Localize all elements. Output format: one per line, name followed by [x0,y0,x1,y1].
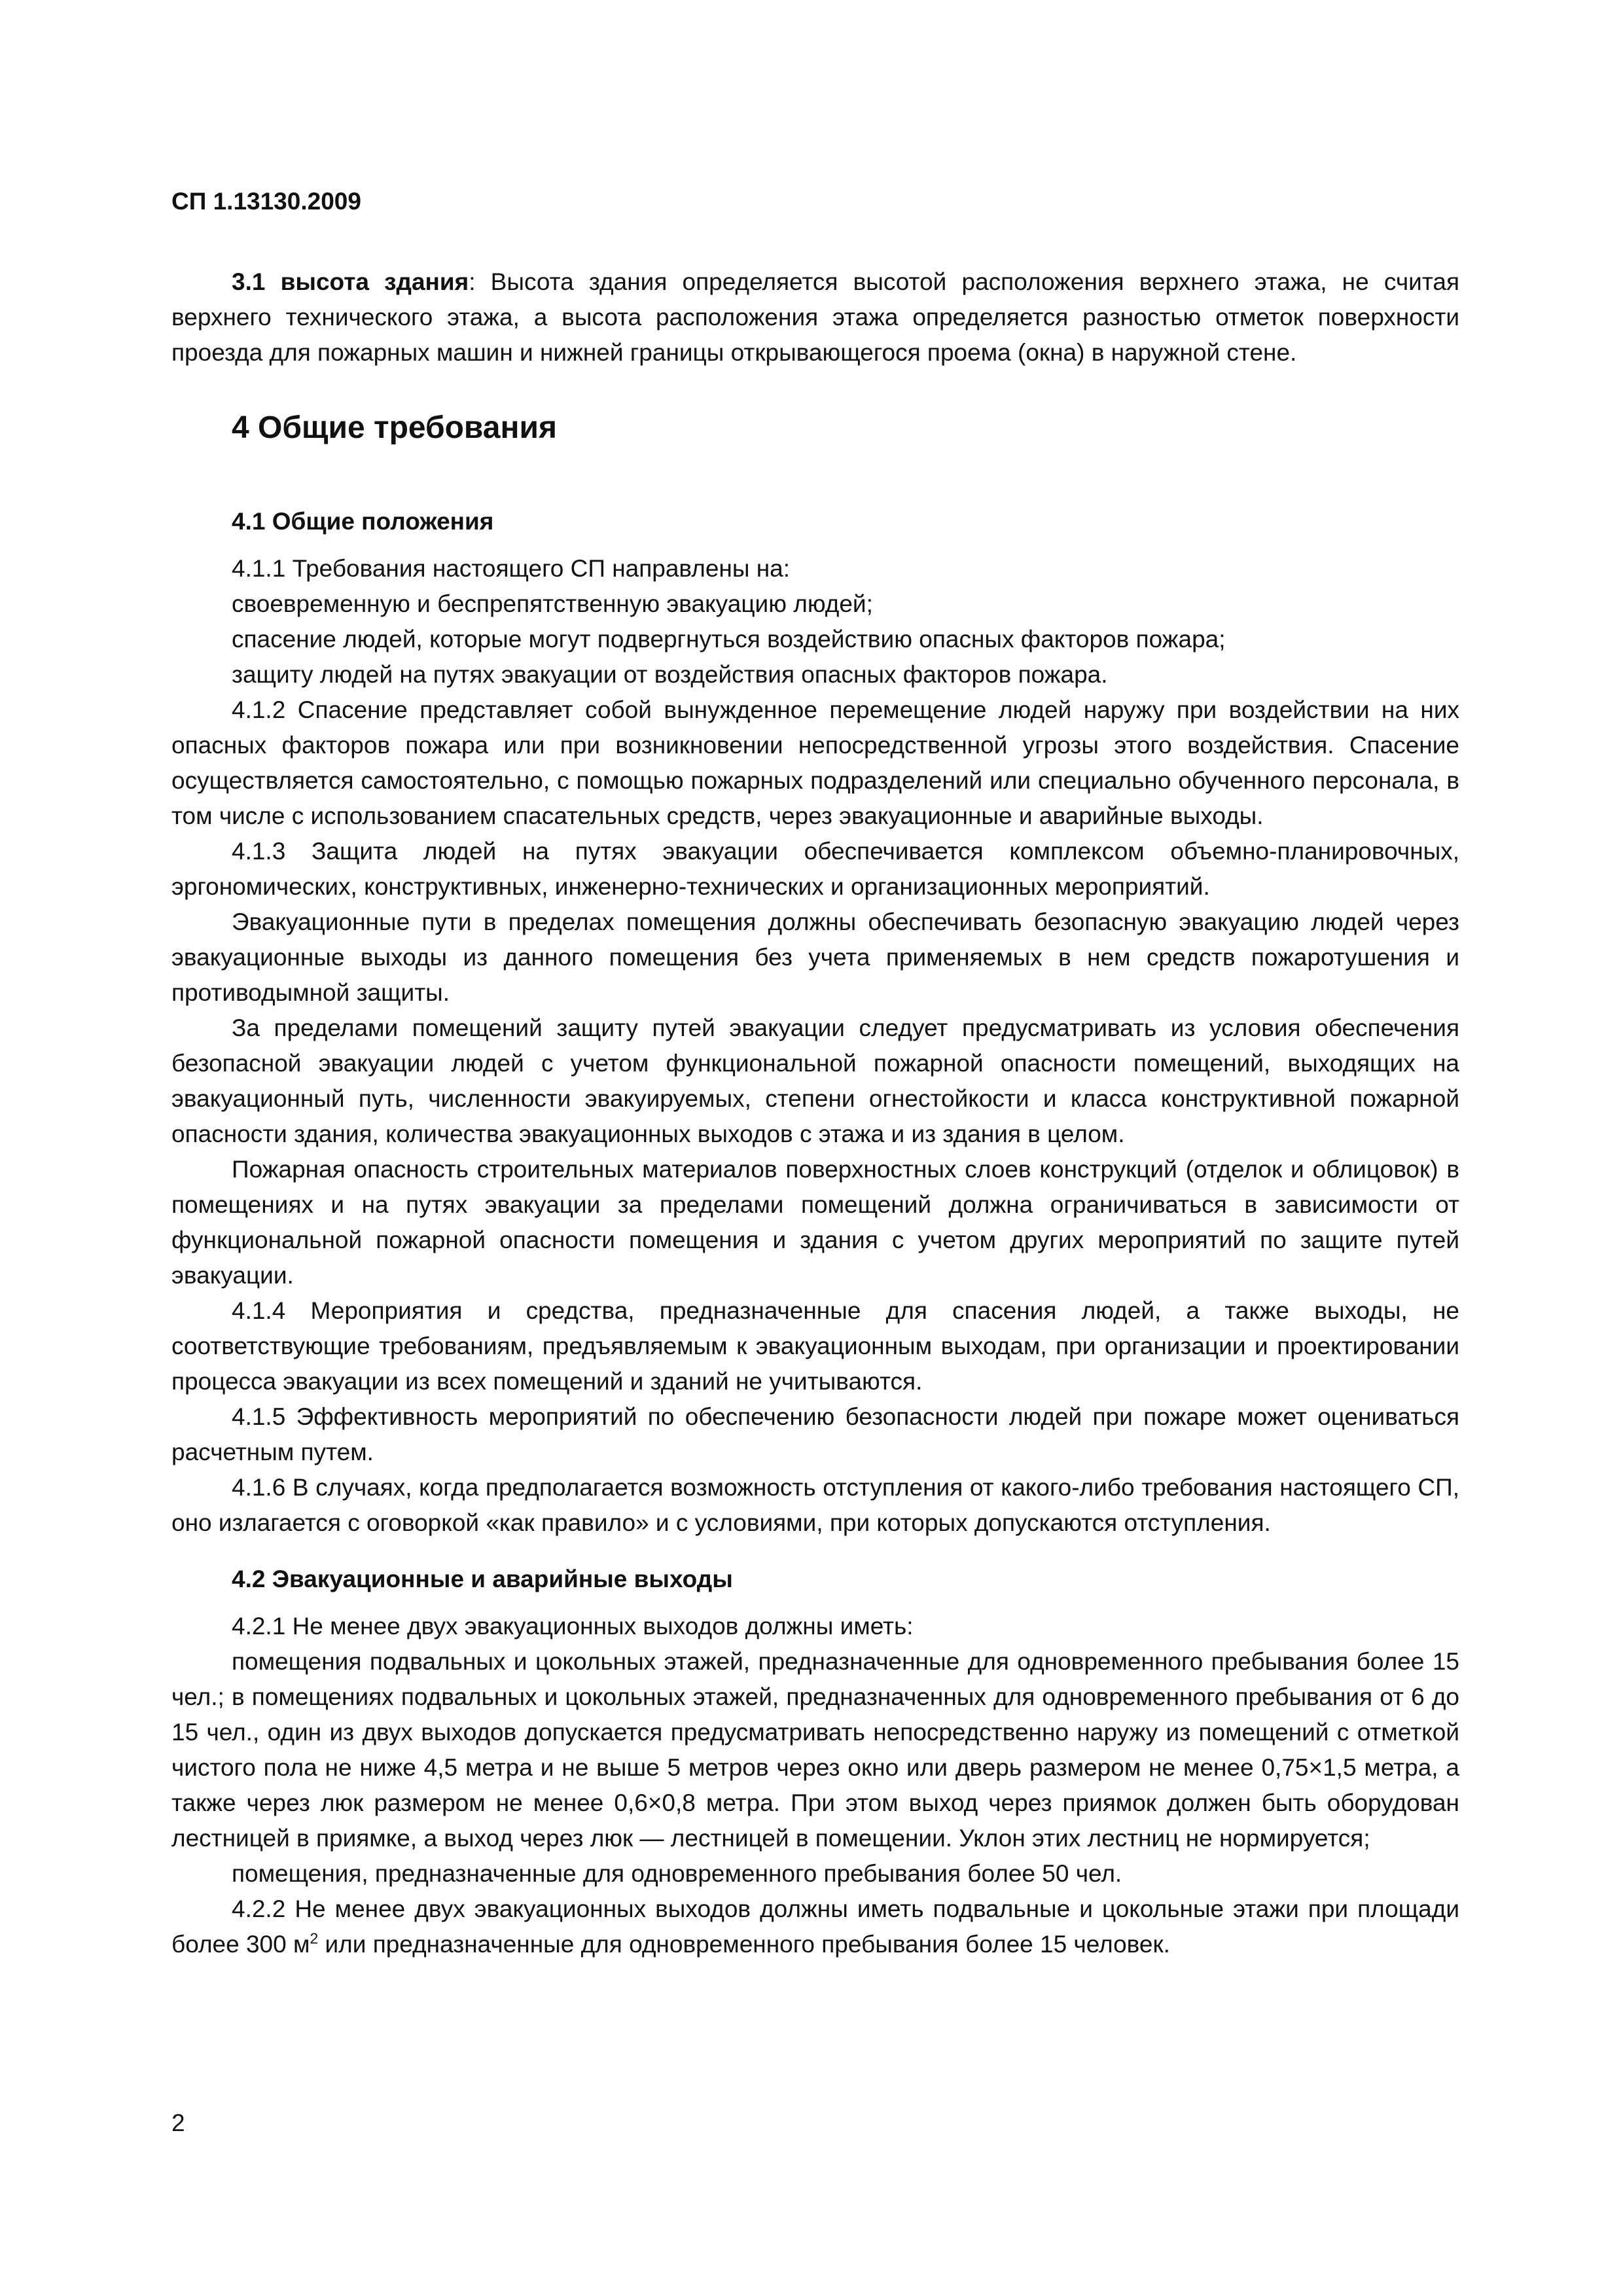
paragraph-4-2-2 [171,1892,1459,1962]
paragraph-4-1-4: 4.1.4 Мероприятия и средства, предназначенные для спасения людей, а также выходы, не соответствующие требованиям, предъявляемым к эвакуационным выходам, при организации и проектировании процесса эвакуации из всех помещений и зданий не учитываются. [171,1297,1459,1395]
paragraph-outside-rooms: За пределами помещений защиту путей эвакуации следует предусматривать из условия обеспечения безопасной эвакуации людей с учетом функциональной пожарной опасности помещений, выходящих на эвакуационный путь, численности эвакуируемых, степени огнестойкости и класса конструктивной пожарной опасности здания, количества эвакуационных выходов с этажа и из здания в целом. [171,1014,1459,1147]
paragraph-4-2-2-text-end: или предназначенные для одновременного пребывания более 15 человек. [318,1931,1170,1958]
paragraph-4-1-5: 4.1.5 Эффективность мероприятий по обеспечению безопасности людей при пожаре может оцениваться расчетным путем. [171,1403,1459,1465]
paragraph-basement-rooms: помещения подвальных и цокольных этажей, предназначенные для одновременного пребывания более 15 чел.; в помещениях подвальных и цокольных этажей, предназначенных для одновременного пребывания от 6 до 15 чел., один из двух выходов допускается предусматривать непосредственно наружу из помещений с отметкой чистого пола не ниже 4,5 метра и не выше 5 метров через окно или дверь размером не менее 0,75×1,5 метра, а также через люк размером не менее 0,6×0,8 метра. При этом выход через приямок должен быть оборудован лестницей в приямке, а выход через люк — лестницей в помещении. Уклон этих лестниц не нормируется; [171,1648,1459,1852]
paragraph-4-1-6: 4.1.6 В случаях, когда предполагается возможность отступления от какого-либо требования настоящего СП, оно излагается с оговоркой «как правило» и с условиями, при которых допускаются отступления. [171,1474,1459,1536]
section-4-title: 4 Общие требования [232,410,557,445]
paragraph-4-2-2-text: 4.2.2 Не менее двух эвакуационных выходов должны иметь подвальные и цокольные этажи при площади более 300 м [171,1895,1459,1958]
list-item: спасение людей, которые могут подвергнуться воздействию опасных факторов пожара; [232,626,1226,653]
paragraph-4-1-3: 4.1.3 Защита людей на путях эвакуации обеспечивается комплексом объемно-планировочных, эргономических, конструктивных, инженерно-технических и организационных мероприятий. [171,838,1459,900]
definition-term: 3.1 высота здания [232,268,469,295]
paragraph-4-2-1: 4.2.1 Не менее двух эвакуационных выходов должны иметь: [232,1613,914,1640]
definition-text: : Высота здания определяется высотой расположения верхнего этажа, не считая верхнего технического этажа, а высота расположения этажа определяется разностью отметок поверхности проезда для пожарных машин и нижней границы открывающегося проема (окна) в наружной стене. [171,268,1459,366]
paragraph-fire-hazard: Пожарная опасность строительных материалов поверхностных слоев конструкций (отделок и облицовок) в помещениях и на путях эвакуации за пределами помещений должна ограничиваться в зависимости от функциональной пожарной опасности помещения и здания с учетом других мероприятий по защите путей эвакуации. [171,1156,1459,1289]
list-item: защиту людей на путях эвакуации от воздействия опасных факторов пожара. [232,661,1108,688]
superscript-2: 2 [310,1929,319,1947]
definition-3-1 [171,264,1459,370]
subsection-4-2-title: 4.2 Эвакуационные и аварийные выходы [232,1566,733,1592]
document-body [171,264,1459,1962]
page-number: 2 [171,2109,185,2136]
paragraph-evacuation-paths: Эвакуационные пути в пределах помещения должны обеспечивать безопасную эвакуацию людей через эвакуационные выходы из данного помещения без учета применяемых в нем средств пожаротушения и противодымной защиты. [171,908,1459,1006]
list-item: своевременную и беспрепятственную эвакуацию людей; [232,590,873,617]
paragraph-4-1-2: 4.1.2 Спасение представляет собой вынужденное перемещение людей наружу при воздействии на них опасных факторов пожара или при возникновении непосредственной угрозы этого воздействия. Спасение осуществляется самостоятельно, с помощью пожарных подразделений или специально обученного персонала, в том числе с использованием спасательных средств, через эвакуационные и аварийные выходы. [171,696,1459,829]
document-code: СП 1.13130.2009 [171,188,361,215]
paragraph-4-1-1: 4.1.1 Требования настоящего СП направлены на: [232,555,791,582]
subsection-4-1-title: 4.1 Общие положения [232,508,494,535]
paragraph-rooms-over-50: помещения, предназначенные для одновременного пребывания более 50 чел. [232,1860,1122,1887]
